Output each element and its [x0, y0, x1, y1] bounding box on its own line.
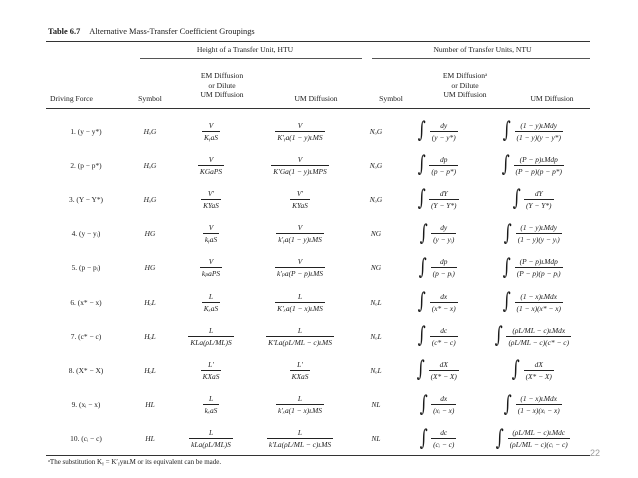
ntu-um-fraction-denominator: (ρL/ML − c)(c* − c): [508, 337, 570, 347]
driving-force-cell: [46, 182, 126, 216]
htu-um-cell: [248, 319, 352, 353]
driving-force: 10. (cᵢ − c): [70, 434, 102, 444]
table-body: [46, 114, 590, 456]
driving-force-cell: [46, 251, 126, 285]
htu-um-fraction-numerator: L′: [297, 359, 303, 369]
ntu-um-fraction-numerator: (P − p)ʟMdp: [519, 154, 558, 164]
ntu-em-fraction-denominator: (xᵢ − x): [433, 406, 455, 416]
ntu-em-line2: or Dilute: [451, 80, 479, 90]
ntu-symbol: NₒG: [369, 160, 383, 170]
htu-um-fraction: [266, 326, 334, 347]
driving-force-cell: [46, 285, 126, 319]
ntu-symbol: NₒG: [369, 126, 383, 136]
htu-um-cell: [248, 217, 352, 251]
htu-um-fraction-numerator: V: [297, 120, 303, 130]
htu-em-line3: UM Diffusion: [200, 90, 244, 99]
htu-um-fraction: [275, 121, 324, 142]
ntu-em-cell: [400, 182, 474, 216]
ntu-um-cell: [474, 217, 590, 251]
ntu-symbol: NₒL: [370, 365, 382, 375]
htu-em-fraction-denominator: kᵧaS: [204, 235, 218, 245]
ntu-um-cell: [474, 422, 590, 456]
ntu-em-fraction-numerator: dp: [440, 154, 448, 164]
htu-um-fraction-denominator: k′La(ρL/ML − c)ʟMS: [268, 440, 332, 450]
integral-sign-icon: ∫: [504, 391, 513, 417]
ntu-um-fraction-denominator: (P − p)(p − p*): [515, 166, 562, 176]
driving-force-cell: [46, 217, 126, 251]
ntu-symbol-cell: [352, 285, 400, 319]
integral-sign-icon: ∫: [495, 425, 504, 451]
ntu-em-fraction-denominator: (X* − X): [430, 371, 457, 381]
integral-sign-icon: ∫: [504, 220, 513, 246]
ntu-um-fraction-denominator: (1 − x)(xᵢ − x): [517, 406, 560, 416]
ntu-em-cell: [400, 388, 474, 422]
ntu-um-fraction: [516, 394, 562, 415]
htu-um-fraction: [271, 155, 328, 176]
driving-force: 9. (xᵢ − x): [71, 400, 101, 410]
ntu-um-fraction: [508, 428, 570, 449]
ntu-em-fraction-denominator: (Y − Y*): [430, 200, 457, 210]
htu-symbol-cell: [126, 148, 174, 182]
ntu-um-fraction-denominator: (1 − x)(x* − x): [516, 303, 561, 313]
ntu-symbol-cell: [352, 114, 400, 148]
ntu-symbol: NₒG: [369, 194, 383, 204]
htu-um-cell: [248, 182, 352, 216]
driving-force-cell: [46, 422, 126, 456]
table-row: [46, 285, 590, 319]
driving-force-cell: [46, 148, 126, 182]
ntu-symbol: NₒL: [370, 297, 382, 307]
htu-um-fraction-denominator: KYaS: [292, 200, 308, 210]
ntu-um-fraction-numerator: dX: [534, 359, 543, 369]
ntu-symbol-cell: [352, 319, 400, 353]
ntu-um-fraction-denominator: (P − p)(p − pᵢ): [516, 269, 561, 279]
htu-um-cell: [248, 148, 352, 182]
ntu-um-fraction-numerator: (ρL/ML − c)ʟMdx: [512, 325, 566, 335]
htu-um-fraction-denominator: K′ᵧa(1 − y)ʟMS: [277, 132, 323, 142]
htu-em-fraction-denominator: KₓaS: [203, 303, 219, 313]
htu-symbol-cell: [126, 422, 174, 456]
htu-em-fraction-denominator: kₚaPS: [201, 269, 221, 279]
htu-um-fraction-numerator: V: [297, 154, 303, 164]
bottom-rule: [46, 455, 590, 456]
htu-symbol: HG: [144, 263, 156, 273]
integral-sign-icon: ∫: [417, 186, 426, 212]
htu-um-fraction-numerator: V: [297, 257, 303, 267]
ntu-em-fraction-numerator: dx: [440, 291, 448, 301]
ntu-em-fraction: [429, 155, 458, 176]
ntu-um-cell: [474, 319, 590, 353]
htu-um-fraction-denominator: K′ₓa(1 − x)ʟMS: [277, 303, 323, 313]
table-row: [46, 114, 590, 148]
htu-symbol-cell: [126, 319, 174, 353]
table-row: [46, 353, 590, 387]
ntu-em-fraction-numerator: dc: [440, 325, 448, 335]
ntu-em-fraction: [430, 121, 458, 142]
driving-force: 2. (p − p*): [70, 160, 102, 170]
htu-um-fraction: [290, 360, 311, 381]
htu-symbol: HG: [144, 229, 156, 239]
ntu-em-fraction-denominator: (x* − x): [431, 303, 456, 313]
ntu-em-fraction-numerator: dY: [439, 188, 448, 198]
driving-force-cell: [46, 319, 126, 353]
htu-em-fraction-numerator: V: [208, 223, 214, 233]
ntu-em-cell: [400, 114, 474, 148]
htu-em-fraction: [203, 223, 219, 244]
ntu-um-cell: [474, 285, 590, 319]
ntu-um-fraction: [506, 326, 571, 347]
driving-force: 3. (Y − Y*): [69, 194, 103, 204]
htu-symbol: HL: [145, 400, 155, 410]
ntu-em-fraction-denominator: (cᵢ − c): [433, 440, 455, 450]
driving-force: 8. (X* − X): [68, 365, 104, 375]
ntu-em-fraction-numerator: dX: [439, 359, 448, 369]
htu-group-rule: [140, 58, 362, 59]
integral-sign-icon: ∫: [419, 391, 428, 417]
ntu-um-fraction: [516, 223, 562, 244]
htu-em-fraction: [202, 292, 220, 313]
integral-sign-icon: ∫: [418, 323, 427, 349]
htu-em-line2: or Dilute: [208, 80, 236, 90]
htu-symbol-cell: [126, 114, 174, 148]
driving-force-cell: [46, 353, 126, 387]
ntu-um-fraction-numerator: (ρL/ML − c)ʟMdc: [512, 428, 566, 438]
htu-em-header: [182, 71, 262, 100]
ntu-um-fraction: [515, 292, 563, 313]
ntu-um-cell: [474, 353, 590, 387]
integral-sign-icon: ∫: [512, 186, 521, 212]
driving-force: 1. (y − y*): [70, 126, 102, 136]
ntu-em-fraction: [430, 326, 458, 347]
integral-sign-icon: ∫: [511, 357, 520, 383]
driving-force: 5. (p − pᵢ): [71, 263, 101, 273]
ntu-symbol-cell: [352, 388, 400, 422]
htu-symbol: HₒG: [143, 194, 157, 204]
htu-em-fraction-denominator: KLa(ρL/ML)S: [190, 337, 232, 347]
ntu-um-fraction: [515, 257, 563, 278]
htu-um-fraction-denominator: K′Ga(1 − y)ʟMPS: [273, 166, 327, 176]
htu-em-fraction-denominator: KᵧaS: [203, 132, 219, 142]
ntu-em-cell: [400, 217, 474, 251]
ntu-group-header: Number of Transfer Units, NTU: [433, 45, 532, 54]
ntu-um-fraction: [524, 189, 554, 210]
htu-um-fraction: [267, 428, 333, 449]
htu-symbol: HₒL: [144, 365, 156, 375]
ntu-um-fraction-numerator: (1 − x)ʟMdx: [520, 291, 558, 301]
ntu-symbol: NL: [371, 400, 381, 410]
htu-symbol: HₒG: [143, 126, 157, 136]
top-rule: [46, 41, 590, 42]
htu-em-cell: [174, 217, 248, 251]
htu-um-fraction-denominator: k′ᵧa(1 − y)ʟMS: [278, 235, 322, 245]
htu-um-cell: [248, 285, 352, 319]
integral-sign-icon: ∫: [416, 357, 425, 383]
ntu-symbol: NG: [370, 263, 382, 273]
ntu-em-fraction: [429, 189, 459, 210]
htu-um-fraction-denominator: k′ₓa(1 − x)ʟMS: [277, 406, 322, 416]
htu-em-fraction: [188, 326, 233, 347]
driving-force-cell: [46, 388, 126, 422]
ntu-um-cell: [474, 182, 590, 216]
htu-symbol: HL: [145, 434, 155, 444]
table-row: [46, 217, 590, 251]
ntu-um-fraction-numerator: (P − p)ʟMdp: [519, 257, 558, 267]
htu-um-fraction-numerator: L: [297, 291, 303, 301]
htu-em-fraction-denominator: kₓaS: [204, 406, 218, 416]
ntu-symbol-cell: [352, 182, 400, 216]
htu-um-cell: [248, 114, 352, 148]
ntu-um-fraction-numerator: (1 − x)ʟMdx: [520, 394, 558, 404]
htu-em-cell: [174, 319, 248, 353]
ntu-em-line3: UM Diffusion: [443, 90, 487, 99]
ntu-em-fraction-denominator: (y − yᵢ): [433, 235, 455, 245]
table-caption: [48, 27, 255, 36]
ntu-em-fraction-numerator: dy: [440, 223, 448, 233]
driving-force-header: Driving Force: [50, 94, 93, 103]
htu-group-header: Height of a Transfer Unit, HTU: [196, 45, 294, 54]
integral-sign-icon: ∫: [494, 323, 503, 349]
integral-sign-icon: ∫: [417, 152, 426, 178]
htu-em-fraction: [201, 360, 222, 381]
integral-sign-icon: ∫: [418, 118, 427, 144]
ntu-group-rule: [372, 58, 590, 59]
htu-em-fraction-numerator: V: [208, 154, 214, 164]
ntu-em-cell: [400, 285, 474, 319]
ntu-um-fraction-numerator: (1 − y)ʟMdy: [520, 223, 558, 233]
htu-um-fraction-denominator: K′La(ρL/ML − c)ʟMS: [268, 337, 332, 347]
htu-em-cell: [174, 148, 248, 182]
htu-em-fraction-numerator: L: [208, 394, 214, 404]
integral-sign-icon: ∫: [502, 118, 511, 144]
ntu-um-fraction-numerator: (1 − y)ʟMdy: [520, 120, 558, 130]
ntu-em-cell: [400, 319, 474, 353]
ntu-em-cell: [400, 148, 474, 182]
htu-symbol-cell: [126, 251, 174, 285]
ntu-um-header: UM Diffusion: [530, 94, 574, 103]
ntu-em-fraction-numerator: dy: [440, 120, 448, 130]
driving-force: 6. (x* − x): [70, 297, 102, 307]
ntu-um-fraction-denominator: (ρL/ML − c)(cᵢ − c): [509, 440, 568, 450]
htu-um-cell: [248, 422, 352, 456]
driving-force: 7. (c* − c): [70, 331, 102, 341]
header-rule: [46, 108, 590, 109]
ntu-symbol-cell: [352, 353, 400, 387]
ntu-em-fraction-numerator: dp: [440, 257, 448, 267]
htu-um-cell: [248, 353, 352, 387]
htu-em-fraction-denominator: KXaS: [202, 371, 220, 381]
ntu-em-fraction-denominator: (y − y*): [431, 132, 456, 142]
ntu-symbol-cell: [352, 251, 400, 285]
htu-symbol-cell: [126, 388, 174, 422]
integral-sign-icon: ∫: [502, 289, 511, 315]
table-row: [46, 388, 590, 422]
integral-sign-icon: ∫: [501, 152, 510, 178]
htu-em-fraction: [198, 155, 224, 176]
htu-em-fraction: [201, 189, 221, 210]
ntu-em-fraction-denominator: (p − p*): [431, 166, 457, 176]
htu-um-fraction-denominator: k′ₚa(P − p)ʟMS: [277, 269, 323, 279]
htu-um-fraction: [276, 223, 324, 244]
ntu-symbol-cell: [352, 148, 400, 182]
ntu-em-fraction-numerator: dx: [440, 394, 448, 404]
htu-em-cell: [174, 114, 248, 148]
htu-em-fraction-denominator: kLa(ρL/ML)S: [191, 440, 231, 450]
ntu-um-fraction-numerator: dY: [534, 188, 543, 198]
ntu-um-fraction: [514, 155, 564, 176]
htu-em-fraction-denominator: KGaPS: [199, 166, 223, 176]
table-row: [46, 422, 590, 456]
ntu-symbol: NG: [370, 229, 382, 239]
ntu-em-fraction: [430, 292, 458, 313]
htu-em-cell: [174, 422, 248, 456]
ntu-symbol: NL: [371, 434, 381, 444]
htu-symbol-cell: [126, 353, 174, 387]
integral-sign-icon: ∫: [503, 254, 512, 280]
htu-symbol: HₒL: [144, 331, 156, 341]
htu-um-cell: [248, 388, 352, 422]
htu-symbol-cell: [126, 182, 174, 216]
htu-em-cell: [174, 251, 248, 285]
htu-um-fraction: [275, 257, 325, 278]
ntu-um-fraction-denominator: (Y − Y*): [525, 200, 552, 210]
ntu-em-cell: [400, 353, 474, 387]
integral-sign-icon: ∫: [419, 425, 428, 451]
htu-em-cell: [174, 388, 248, 422]
htu-symbol-cell: [126, 285, 174, 319]
table-row: [46, 251, 590, 285]
ntu-em-header: [425, 71, 505, 100]
htu-um-fraction: [276, 394, 324, 415]
htu-em-fraction: [200, 257, 222, 278]
htu-um-fraction: [290, 189, 310, 210]
htu-em-cell: [174, 285, 248, 319]
ntu-em-fraction: [431, 394, 456, 415]
htu-symbol-header: Symbol: [138, 94, 162, 103]
ntu-em-fraction: [431, 428, 456, 449]
ntu-em-fraction: [431, 223, 456, 244]
ntu-em-cell: [400, 251, 474, 285]
htu-um-fraction: [275, 292, 325, 313]
htu-um-fraction-numerator: V′: [296, 188, 304, 198]
htu-um-fraction-numerator: L: [297, 428, 303, 438]
htu-em-fraction-numerator: V′: [207, 188, 215, 198]
page-number: 22: [590, 448, 601, 458]
ntu-um-cell: [474, 148, 590, 182]
htu-symbol-cell: [126, 217, 174, 251]
htu-um-header: UM Diffusion: [294, 94, 338, 103]
ntu-um-fraction: [515, 121, 563, 142]
htu-um-fraction-numerator: L: [297, 394, 303, 404]
htu-em-fraction: [203, 394, 220, 415]
htu-em-fraction-numerator: V: [208, 120, 214, 130]
ntu-em-fraction-denominator: (c* − c): [431, 337, 456, 347]
integral-sign-icon: ∫: [418, 254, 427, 280]
ntu-um-fraction-denominator: (1 − y)(y − yᵢ): [517, 235, 560, 245]
htu-um-fraction-denominator: KXaS: [291, 371, 309, 381]
ntu-symbol-cell: [352, 217, 400, 251]
ntu-em-fraction-numerator: dc: [440, 428, 448, 438]
htu-um-cell: [248, 251, 352, 285]
htu-em-cell: [174, 182, 248, 216]
ntu-um-fraction: [524, 360, 554, 381]
transfer-coefficient-table: [46, 114, 590, 456]
footnote: ᵃThe substitution Kᵧ = K′ᵧyʙʟM or its equivalent can be made.: [48, 458, 222, 466]
htu-em-fraction: [202, 121, 220, 142]
ntu-symbol: NₒL: [370, 331, 382, 341]
htu-em-fraction-numerator: L: [208, 325, 214, 335]
table-title: Alternative Mass-Transfer Coefficient Groupings: [89, 27, 255, 36]
ntu-em-line1: EM Diffusionᵃ: [442, 71, 488, 80]
ntu-symbol-cell: [352, 422, 400, 456]
htu-em-fraction-numerator: L: [208, 428, 214, 438]
ntu-um-cell: [474, 251, 590, 285]
htu-em-fraction-denominator: KYaS: [203, 200, 219, 210]
ntu-em-fraction-denominator: (p − pᵢ): [432, 269, 455, 279]
htu-symbol: HₒG: [143, 160, 157, 170]
htu-em-fraction-numerator: L: [208, 291, 214, 301]
driving-force-cell: [46, 114, 126, 148]
htu-em-cell: [174, 353, 248, 387]
htu-em-fraction-numerator: L′: [208, 359, 214, 369]
ntu-um-cell: [474, 114, 590, 148]
integral-sign-icon: ∫: [419, 220, 428, 246]
ntu-symbol-header: Symbol: [379, 94, 403, 103]
htu-um-fraction-numerator: V: [297, 223, 303, 233]
htu-em-fraction: [189, 428, 233, 449]
htu-symbol: HₒL: [144, 297, 156, 307]
htu-um-fraction-numerator: L: [297, 325, 303, 335]
htu-em-fraction-numerator: V: [208, 257, 214, 267]
ntu-em-fraction: [431, 257, 457, 278]
ntu-um-cell: [474, 388, 590, 422]
ntu-em-cell: [400, 422, 474, 456]
table-row: [46, 319, 590, 353]
table-row: [46, 182, 590, 216]
ntu-um-fraction-denominator: (X* − X): [525, 371, 552, 381]
table-number: Table 6.7: [48, 27, 81, 36]
integral-sign-icon: ∫: [418, 289, 427, 315]
table-row: [46, 148, 590, 182]
driving-force: 4. (y − yᵢ): [71, 229, 101, 239]
htu-em-line1: EM Diffusion: [200, 71, 244, 80]
ntu-em-fraction: [429, 360, 459, 381]
ntu-um-fraction-denominator: (1 − y)(y − y*): [516, 132, 561, 142]
